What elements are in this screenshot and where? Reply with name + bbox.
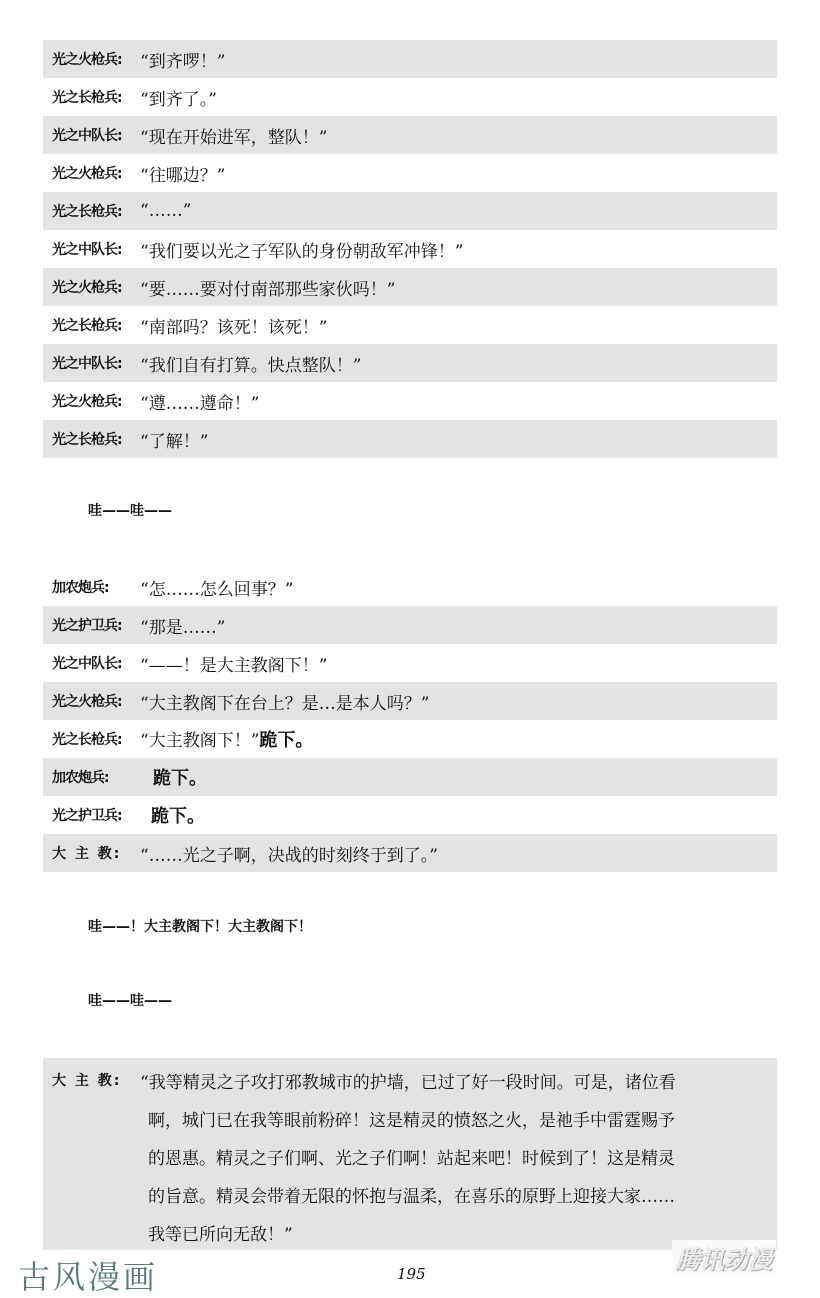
dialogue-row — [43, 796, 777, 834]
speech-line: 的恩惠。精灵之子们啊、光之子们啊！站起来吧！时候到了！这是精灵 — [148, 1149, 675, 1169]
speaker: 光之火枪兵: — [52, 52, 122, 68]
dialogue-line: “要……要对付南部那些家伙吗！” — [140, 279, 396, 300]
speech-line: 我等已所向无敌！” — [148, 1225, 293, 1245]
speech-line: 啊，城门已在我等眼前粉碎！这是精灵的愤怒之火，是祂手中雷霆赐予 — [148, 1111, 675, 1131]
sound-effect: 哇——哇—— — [88, 503, 172, 519]
dialogue-row — [43, 40, 777, 78]
dialogue-row — [43, 116, 777, 154]
dialogue-block-1 — [43, 40, 777, 458]
stage-direction: 跪下。 — [153, 768, 207, 789]
dialogue-line: “怎……怎么回事？” — [140, 579, 294, 600]
dialogue-row — [43, 192, 777, 230]
dialogue-line — [153, 764, 207, 790]
speaker: 光之火枪兵: — [52, 166, 122, 182]
dialogue-row — [43, 420, 777, 458]
dialogue-line — [140, 726, 313, 752]
dialogue-block-2 — [43, 568, 777, 872]
dialogue-line: “我们自有打算。快点整队！” — [140, 355, 362, 376]
speaker: 光之火枪兵: — [52, 694, 122, 710]
dialogue-row — [43, 758, 777, 796]
dialogue-line: “……” — [140, 201, 192, 221]
dialogue-line: “南部吗？该死！该死！” — [140, 317, 328, 338]
speaker: 光之中队长: — [52, 128, 122, 144]
dialogue-row — [43, 606, 777, 644]
speech-line: 的旨意。精灵会带着无限的怀抱与温柔，在喜乐的原野上迎接大家…… — [148, 1187, 675, 1207]
dialogue-line: “到齐了。” — [140, 89, 217, 110]
speaker: 加农炮兵: — [52, 580, 109, 596]
speaker: 光之护卫兵: — [52, 618, 122, 634]
speaker: 光之护卫兵: — [52, 808, 122, 824]
speaker: 光之火枪兵: — [52, 394, 122, 410]
dialogue-line: “遵……遵命！” — [140, 393, 260, 414]
dialogue-row — [43, 682, 777, 720]
sound-effect: 哇——！大主教阁下！大主教阁下！ — [88, 919, 312, 935]
dialogue-line: “我们要以光之子军队的身份朝敌军冲锋！” — [140, 241, 464, 262]
stage-direction: 跪下。 — [259, 730, 314, 751]
speaker: 光之长枪兵: — [52, 432, 122, 448]
speech-paragraph — [140, 1064, 676, 1254]
dialogue-row — [43, 834, 777, 872]
dialogue-line: “到齐啰！” — [140, 51, 226, 72]
speaker: 光之火枪兵: — [52, 280, 122, 296]
speaker: 光之中队长: — [52, 656, 122, 672]
dialogue-line — [151, 802, 205, 828]
dialogue-row — [43, 78, 777, 116]
speaker: 大 主 教: — [52, 1073, 122, 1089]
speaker: 加农炮兵: — [52, 770, 109, 786]
speaker: 光之长枪兵: — [52, 90, 122, 106]
speech-line: “我等精灵之子攻打邪教城市的护墙，已过了好一段时间。可是，诸位看 — [140, 1073, 676, 1093]
dialogue-row — [43, 154, 777, 192]
dialogue-row — [43, 268, 777, 306]
dialogue-row — [43, 568, 777, 606]
dialogue-row — [43, 644, 777, 682]
speaker: 光之中队长: — [52, 356, 122, 372]
speaker: 光之长枪兵: — [52, 732, 122, 748]
speech-block — [43, 1058, 777, 1250]
dialogue-line: “——！是大主教阁下！” — [140, 655, 328, 676]
dialogue-row — [43, 344, 777, 382]
publisher-logo: 腾讯动漫 — [672, 1240, 776, 1275]
dialogue-line: “……光之子啊，决战的时刻终于到了。” — [140, 845, 438, 866]
dialogue-line: “往哪边？” — [140, 165, 226, 186]
speaker: 光之长枪兵: — [52, 318, 122, 334]
sound-effect: 哇——哇—— — [88, 993, 172, 1009]
dialogue-text: “大主教阁下！” — [140, 731, 260, 751]
dialogue-line: “现在开始进军，整队！” — [140, 127, 328, 148]
dialogue-line: “那是……” — [140, 617, 226, 638]
dialogue-line: “了解！” — [140, 431, 209, 452]
dialogue-row — [43, 720, 777, 758]
stage-direction: 跪下。 — [151, 806, 205, 827]
dialogue-row — [43, 230, 777, 268]
speaker: 光之中队长: — [52, 242, 122, 258]
speaker: 光之长枪兵: — [52, 204, 122, 220]
page-number: 195 — [397, 1265, 426, 1283]
dialogue-row — [43, 306, 777, 344]
dialogue-line: “大主教阁下在台上？是…是本人吗？” — [140, 693, 430, 714]
speaker: 大 主 教: — [52, 846, 122, 862]
dialogue-row — [43, 382, 777, 420]
watermark: 古风漫画 — [18, 1258, 159, 1296]
